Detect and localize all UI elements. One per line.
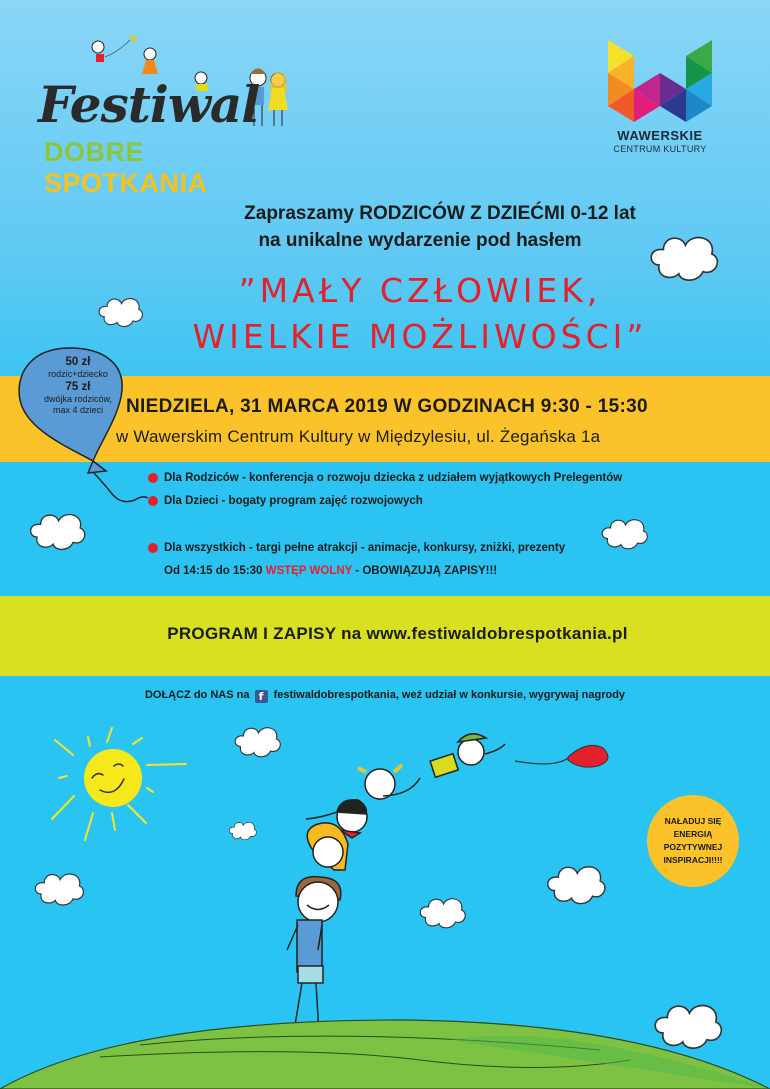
social-prefix: DOŁĄCZ do NAS na xyxy=(144,689,250,701)
red-bullet-icon xyxy=(148,543,158,553)
cloud-icon xyxy=(655,1006,721,1049)
event-date-time: NIEDZIELA, 31 MARCA 2019 W GODZINACH 9:30 - 15:30 xyxy=(126,396,648,417)
list-item-text: Dla Rodziców - konferencja o rozwoju dziecka z udziałem wyjątkowych Prelegentów xyxy=(164,472,623,484)
list-item-text: Dla Dzieci - bogaty program zajęć rozwojowych xyxy=(164,495,423,507)
organizer-logo xyxy=(600,40,720,170)
cloud-icon xyxy=(229,822,256,839)
festival-logo xyxy=(30,25,290,198)
cloud-icon xyxy=(548,867,605,904)
festival-subtitle-dobre: DOBRE xyxy=(44,137,145,167)
price-1: 50 zł xyxy=(65,356,91,368)
red-balloon-icon xyxy=(515,745,608,767)
list-item xyxy=(148,540,622,563)
free-entry-prefix: Od 14:15 do 15:30 xyxy=(164,565,266,577)
price-2-description-2: max 4 dzieci xyxy=(52,405,104,415)
pricing-balloon xyxy=(10,345,150,515)
price-2: 75 zł xyxy=(65,381,91,393)
program-registration-band xyxy=(0,596,770,676)
badge-line-2: ENERGIĄ xyxy=(673,829,713,839)
list-item xyxy=(148,470,622,493)
organizer-name-line2: CENTRUM KULTURY xyxy=(613,144,707,154)
program-registration-link[interactable]: PROGRAM I ZAPISY na www.festiwaldobrespotkania.pl xyxy=(167,624,628,643)
pricing-text xyxy=(32,355,124,416)
cloud-icon xyxy=(420,899,465,928)
energy-badge xyxy=(647,795,739,887)
festival-subtitle-spotkania: SPOTKANIA xyxy=(44,168,208,198)
festival-subtitle xyxy=(44,137,290,199)
slogan-line-2: WIELKIE MOŻLIWOŚCI” xyxy=(192,317,648,356)
red-bullet-icon xyxy=(148,473,158,483)
badge-line-1: NAŁADUJ SIĘ xyxy=(664,816,722,826)
cloud-icon xyxy=(31,515,85,550)
program-highlights xyxy=(148,470,622,580)
social-invite xyxy=(0,689,770,703)
sun-icon xyxy=(52,728,186,840)
price-1-description: rodzic+dziecko xyxy=(48,369,108,379)
organizer-name-line1: WAWERSKIE xyxy=(617,128,703,143)
festival-title: Festiwal xyxy=(38,75,260,134)
w-mosaic-logo-icon xyxy=(608,40,712,124)
cloud-icon xyxy=(235,728,280,757)
children-illustration xyxy=(285,734,505,1085)
free-entry-suffix: - OBOWIĄZUJĄ ZAPISY!!! xyxy=(352,565,498,577)
intro-line-1: Zapraszamy RODZICÓW Z DZIEĆMI 0-12 lat xyxy=(244,203,636,224)
free-entry-note xyxy=(148,563,622,580)
free-entry-highlight: WSTĘP WOLNY xyxy=(265,565,353,577)
price-2-description-1: dwójka rodziców, xyxy=(43,394,113,404)
red-bullet-icon xyxy=(148,496,158,506)
badge-line-4: INSPIRACJI!!!! xyxy=(663,855,723,865)
facebook-icon[interactable]: f xyxy=(255,690,268,703)
list-item-text: Dla wszystkich - targi pełne atrakcji - animacje, konkursy, zniżki, prezenty xyxy=(164,542,566,554)
slogan-line-1: ”MAŁY CZŁOWIEK, xyxy=(238,271,602,310)
badge-line-3: POZYTYWNEJ xyxy=(663,842,723,852)
social-suffix[interactable]: festiwaldobrespotkania, weź udział w konkursie, wygrywaj nagrody xyxy=(273,689,626,701)
invitation-intro xyxy=(0,200,770,254)
cloud-icon xyxy=(35,874,83,905)
list-item xyxy=(148,493,622,516)
intro-line-2: na unikalne wydarzenie pod hasłem xyxy=(258,230,582,251)
event-location: w Wawerskim Centrum Kultury w Międzylesiu, ul. Żegańska 1a xyxy=(116,427,601,446)
grass-hill xyxy=(0,1020,770,1089)
